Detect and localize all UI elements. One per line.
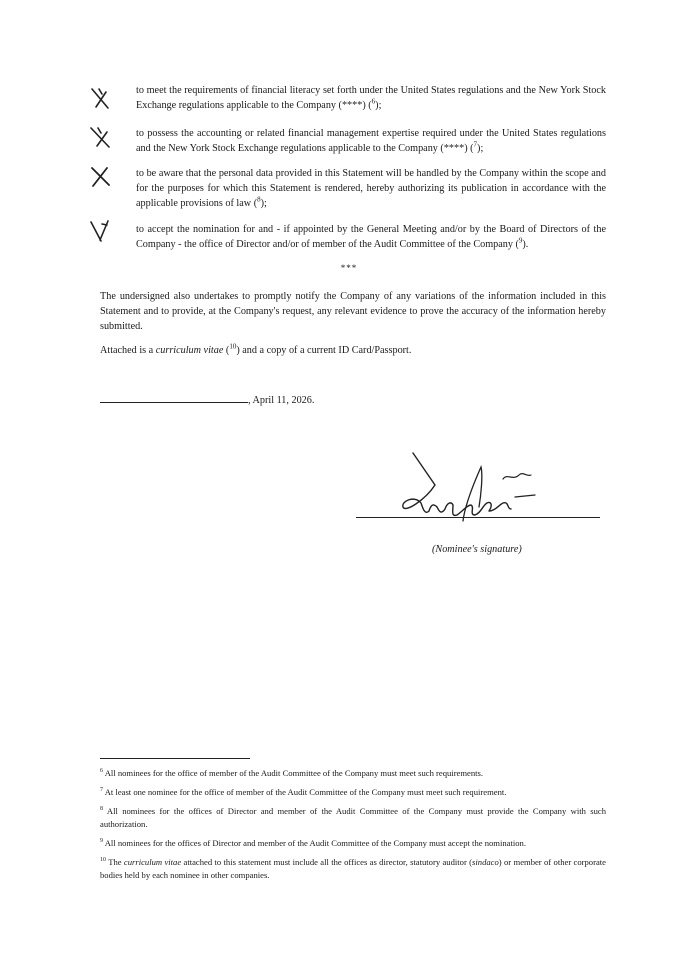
checkbox-mark-icon <box>88 86 112 112</box>
footnote-6: $^6$ All nominees for the office of member of the Audit Committee of the Company must meet such requirements. <box>100 768 484 778</box>
undertaking-paragraph: The undersigned also undertakes to promptly notify the Company of any variations of the information included in this Statement and to provide, at the Company's request, any relevant evidence to prove the accuracy of the information hereby submitted. <box>100 291 606 332</box>
footnote-8: $^8$ All nominees for the offices of Director and member of the Audit Committee of the Company must provide the Company with such authorization. <box>100 806 606 829</box>
checkbox-mark-icon <box>88 218 112 244</box>
section-separator: *** <box>340 263 358 273</box>
footnote-7: $^7$ At least one nominee for the office of member of the Audit Committee of the Company must meet such requirement. <box>100 787 507 797</box>
place-blank <box>100 392 248 403</box>
statement-item-2: to possess the accounting or related financial management expertise required under the United States regulations and the New York Stock Exchange regulations applicable to the Company (****) ($^7$); <box>136 128 606 154</box>
checkbox-mark-icon <box>88 124 112 150</box>
date-text: , April 11, 2026. <box>248 395 315 406</box>
signature-caption: (Nominee's signature) <box>432 544 522 555</box>
statement-item-1: to meet the requirements of financial literacy set forth under the United States regulations and the New York Stock Exchange regulations applicable to the Company (****) ($^6$); <box>136 85 606 111</box>
statement-item-3: to be aware that the personal data provided in this Statement will be handled by the Company within the scope and for the purposes for which this Statement is rendered, hereby authorizing its publication in accordance with the applicable provisions of law ($^8$); <box>136 168 606 209</box>
footnote-9: $^9$ All nominees for the offices of Director and member of the Audit Committee of the Company must accept the nomination. <box>100 838 526 848</box>
footnote-10: $^{10}$ The curriculum vitae attached to this statement must include all the offices as director, statutory auditor (sindaco) or member of other corporate bodies held by each nominee in other companies. <box>100 857 606 880</box>
signature-line <box>356 517 600 518</box>
cross-mark-icon <box>88 164 112 190</box>
place-date-line <box>100 392 314 408</box>
attachment-paragraph: Attached is a curriculum vitae ($^{10}$) and a copy of a current ID Card/Passport. <box>100 342 412 356</box>
footnote-rule <box>100 758 250 759</box>
handwritten-signature <box>395 445 565 525</box>
statement-item-4: to accept the nomination for and - if appointed by the General Meeting and/or by the Board of Directors of the Company - the office of Director and/or of member of the Audit Committee of the Company ($^9$). <box>136 224 606 250</box>
